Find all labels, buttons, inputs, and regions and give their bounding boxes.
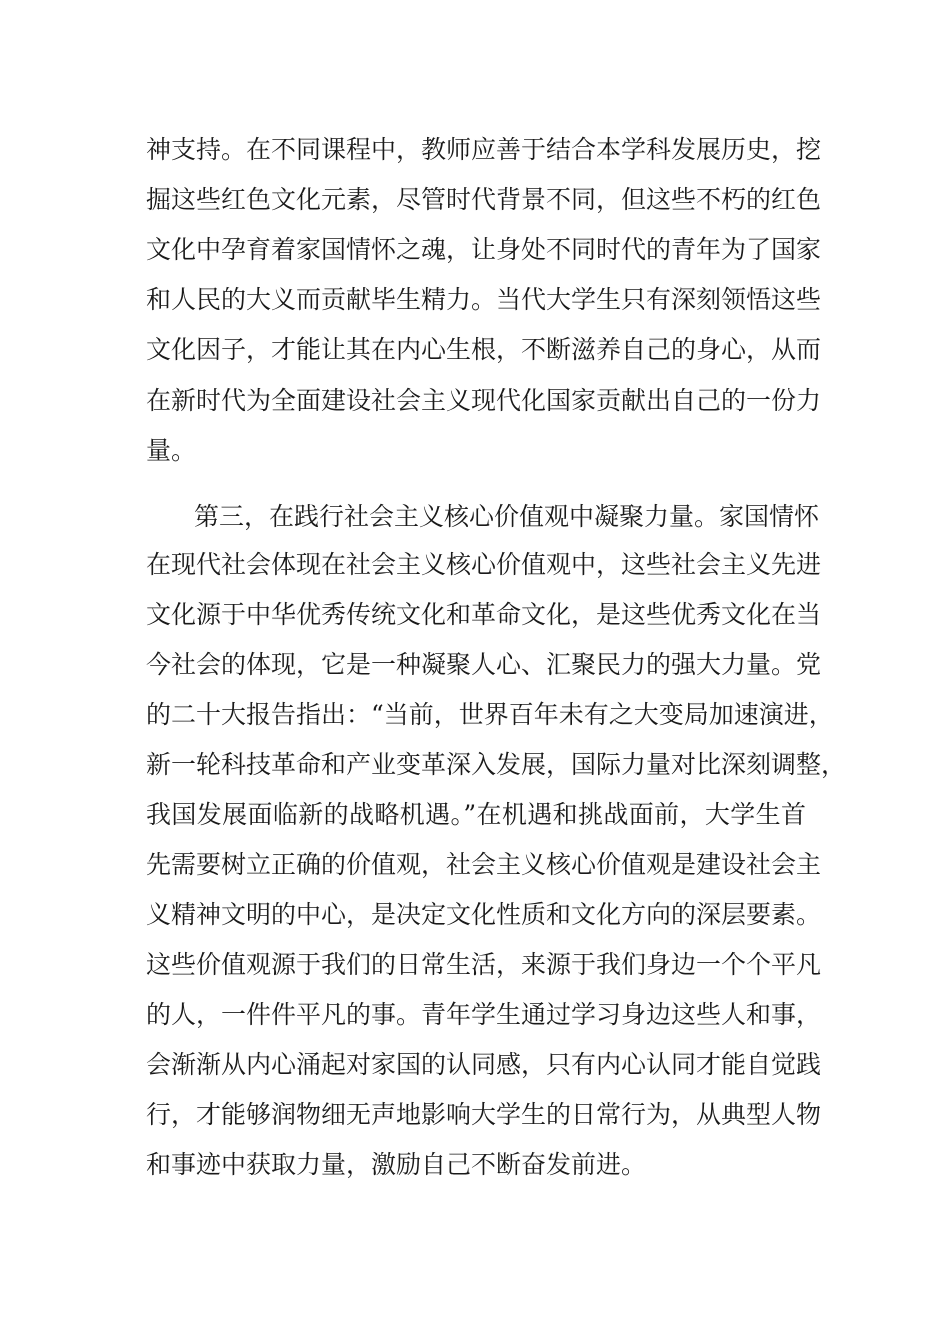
- text-line: 神支持。在不同课程中，教师应善于结合本学科发展历史，挖: [146, 135, 822, 164]
- text-line: 在现代社会体现在社会主义核心价值观中，这些社会主义先进: [146, 550, 822, 579]
- paragraph-first-line: 第三，在践行社会主义核心价值观中凝聚力量。家国情怀: [194, 502, 820, 531]
- text-line: 今社会的体现，它是一种凝聚人心、汇聚民力的强大力量。党: [146, 650, 822, 679]
- text-line: 新一轮科技革命和产业变革深入发展，国际力量对比深刻调整，: [146, 750, 847, 779]
- text-line: 的二十大报告指出：“当前，世界百年未有之大变局加速演进，: [146, 700, 834, 729]
- text-line: 文化中孕育着家国情怀之魂，让身处不同时代的青年为了国家: [146, 235, 822, 264]
- text-line: 文化源于中华优秀传统文化和革命文化，是这些优秀文化在当: [146, 600, 822, 629]
- text-line: 行，才能够润物细无声地影响大学生的日常行为，从典型人物: [146, 1100, 822, 1129]
- text-line: 量。: [146, 436, 197, 465]
- text-line: 会渐渐从内心涌起对家国的认同感，只有内心认同才能自觉践: [146, 1050, 822, 1079]
- text-line: 义精神文明的中心，是决定文化性质和文化方向的深层要素。: [146, 900, 822, 929]
- text-line: 文化因子，才能让其在内心生根，不断滋养自己的身心，从而: [146, 335, 822, 364]
- text-line: 这些价值观源于我们的日常生活，来源于我们身边一个个平凡: [146, 950, 822, 979]
- text-line: 先需要树立正确的价值观，社会主义核心价值观是建设社会主: [146, 850, 822, 879]
- text-line: 我国发展面临新的战略机遇。”在机遇和挑战面前，大学生首: [146, 800, 806, 829]
- text-line: 掘这些红色文化元素，尽管时代背景不同，但这些不朽的红色: [146, 185, 822, 214]
- text-line: 在新时代为全面建设社会主义现代化国家贡献出自己的一份力: [146, 386, 822, 415]
- text-line: 和人民的大义而贡献毕生精力。当代大学生只有深刻领悟这些: [146, 285, 822, 314]
- text-line: 的人，一件件平凡的事。青年学生通过学习身边这些人和事，: [146, 1000, 822, 1029]
- text-line: 和事迹中获取力量，激励自己不断奋发前进。: [146, 1150, 647, 1179]
